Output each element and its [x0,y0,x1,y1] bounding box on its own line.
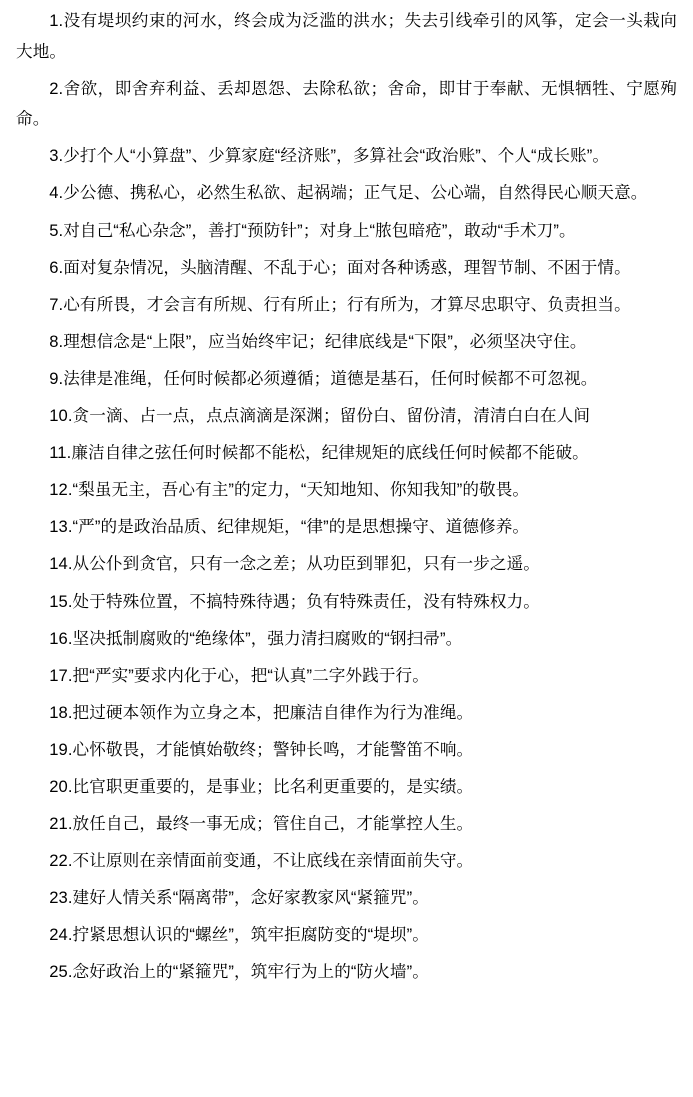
list-item: 4.少公德、携私心，必然生私欲、起祸端；正气足、公心端，自然得民心顺天意。 [49,183,648,203]
list-item: 19.心怀敬畏，才能慎始敬终；警钟长鸣，才能警笛不响。 [49,739,474,759]
list-item: 2.舍欲，即舍弃利益、丢却恩怨、去除私欲；舍命，即甘于奉献、无惧牺牲、宁愿殉命。 [16,78,677,129]
list-item: 15.处于特殊位置，不搞特殊待遇；负有特殊责任，没有特殊权力。 [49,591,540,611]
list-item: 11.廉洁自律之弦任何时候都不能松，纪律规矩的底线任何时候都不能破。 [49,443,589,463]
list-item: 6.面对复杂情况，头脑清醒、不乱于心；面对各种诱惑，理智节制、不困于情。 [49,257,631,277]
list-item: 13.“严”的是政治品质、纪律规矩，“律”的是思想操守、道德修养。 [49,517,530,537]
list-item: 12.“梨虽无主，吾心有主”的定力，“天知地知、你知我知”的敬畏。 [49,480,530,500]
list-item: 3.少打个人“小算盘”、少算家庭“经济账”，多算社会“政治账”、个人“成长账”。 [49,146,610,166]
list-item: 9.法律是准绳，任何时候都必须遵循；道德是基石，任何时候都不可忽视。 [49,368,598,388]
list-item: 16.坚决抵制腐败的“绝缘体”，强力清扫腐败的“钢扫帚”。 [49,628,463,648]
numbered-statement-list [16,6,677,988]
list-item: 20.比官职更重要的，是事业；比名利更重要的，是实绩。 [49,776,474,796]
list-item: 18.把过硬本领作为立身之本，把廉洁自律作为行为准绳。 [49,702,474,722]
list-item: 10.贪一滴、占一点，点点滴滴是深渊；留份白、留份清，清清白白在人间 [49,406,591,426]
list-item: 23.建好人情关系“隔离带”，念好家教家风“紧箍咒”。 [49,888,429,908]
list-item: 8.理想信念是“上限”，应当始终牢记；纪律底线是“下限”，必须坚决守住。 [49,331,587,351]
list-item: 14.从公仆到贪官，只有一念之差；从功臣到罪犯，只有一步之遥。 [49,554,540,574]
list-item: 17.把“严实”要求内化于心，把“认真”二字外践于行。 [49,665,429,685]
list-item: 5.对自己“私心杂念”，善打“预防针”；对身上“脓包暗疮”，敢动“手术刀”。 [49,220,576,240]
list-item: 7.心有所畏，才会言有所规、行有所止；行有所为，才算尽忠职守、负责担当。 [49,294,631,314]
list-item: 25.念好政治上的“紧箍咒”，筑牢行为上的“防火墙”。 [49,962,429,982]
list-item: 21.放任自己，最终一事无成；管住自己，才能掌控人生。 [49,814,474,834]
list-item: 24.拧紧思想认识的“螺丝”，筑牢拒腐防变的“堤坝”。 [49,925,429,945]
list-item: 22.不让原则在亲情面前变通，不让底线在亲情面前失守。 [49,851,474,871]
list-item: 1.没有堤坝约束的河水，终会成为泛滥的洪水；失去引线牵引的风筝，定会一头栽向大地。 [16,11,677,61]
